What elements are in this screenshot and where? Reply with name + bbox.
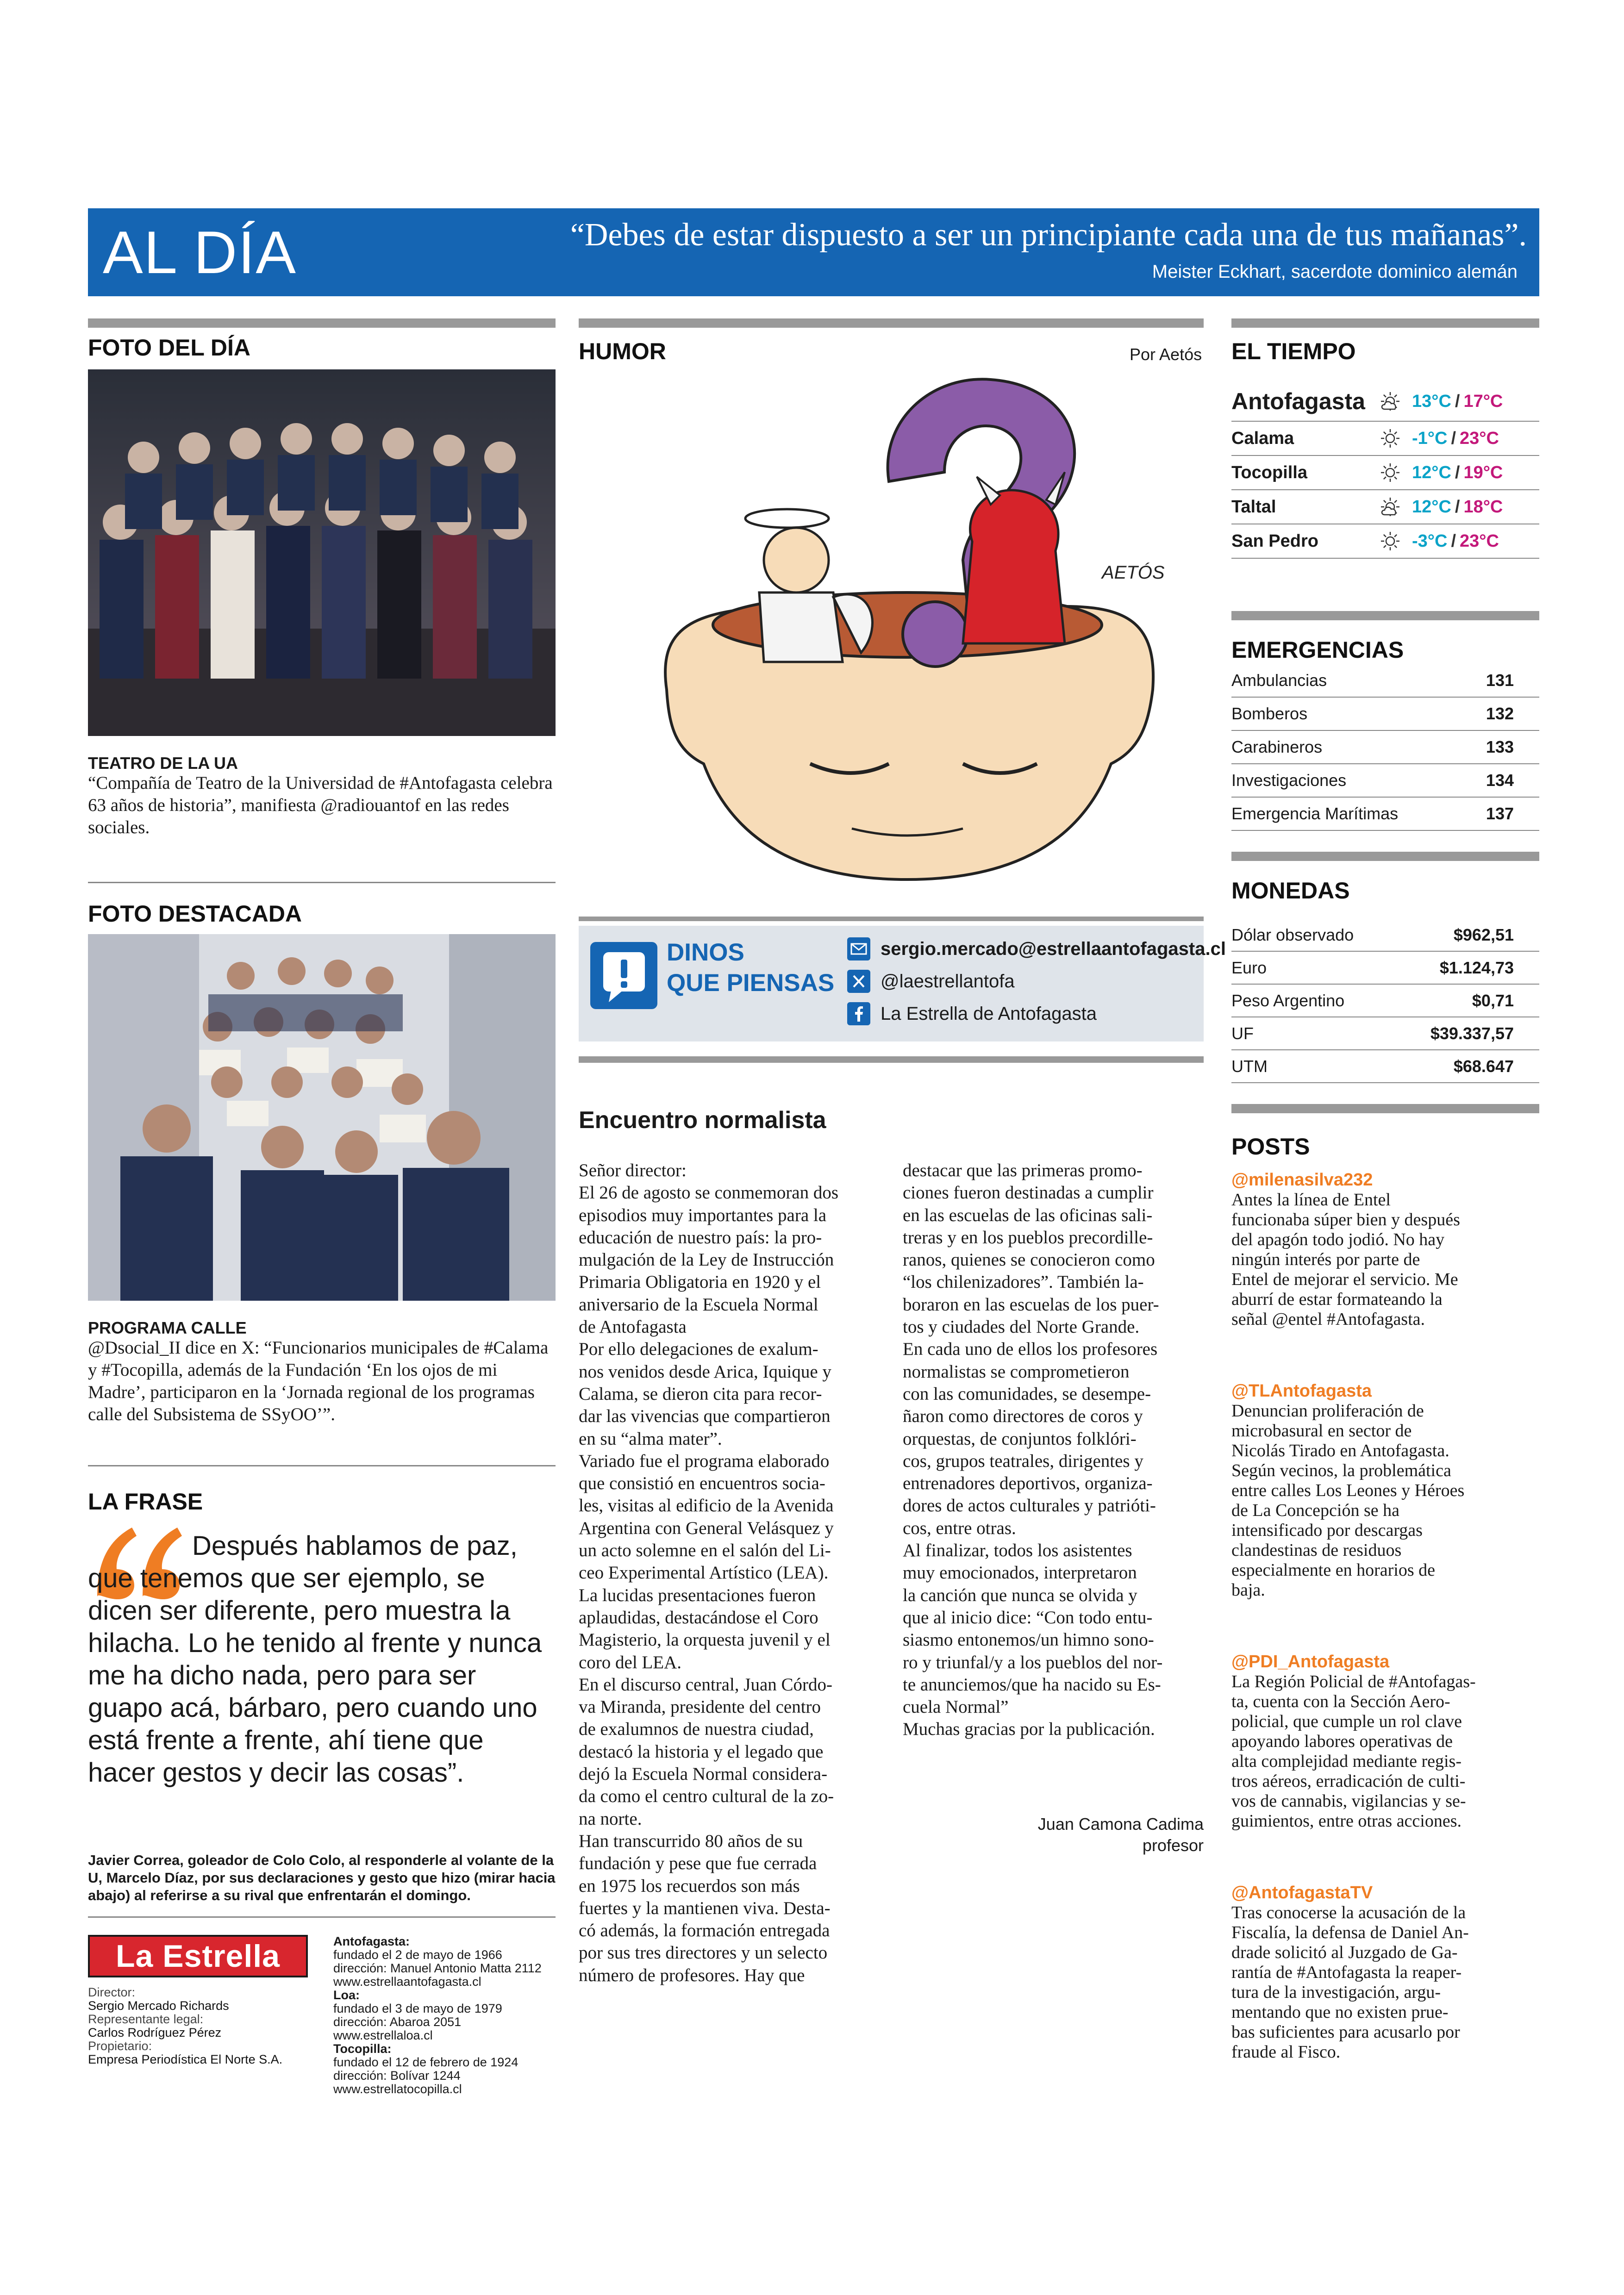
letter-line: episodios muy importantes para la xyxy=(579,1205,827,1225)
letter-line: muy emocionados, interpretaron xyxy=(903,1563,1137,1583)
letter-line: Al finalizar, todos los asistentes xyxy=(903,1540,1132,1561)
letter-line: dejó la Escuela Normal considera- xyxy=(579,1764,828,1784)
post-item xyxy=(1231,1652,1539,1831)
contact-title-line1: DINOS xyxy=(667,939,744,966)
monedas-label: Dólar observado xyxy=(1231,925,1354,944)
letter-line: va Miranda, presidente del centro xyxy=(579,1697,821,1717)
post-line: policial, que cumple un rol clave xyxy=(1231,1712,1462,1731)
letter-line: Argentina con General Velásquez y xyxy=(579,1518,834,1538)
temp-min: 12°C xyxy=(1412,462,1451,482)
letter-line: la canción que nunca se olvida y xyxy=(903,1585,1137,1605)
letter-line: Variado fue el programa elaborado xyxy=(579,1451,830,1471)
temp-separator: / xyxy=(1455,391,1460,411)
letter-signer: Juan Camona Cadima xyxy=(1037,1815,1204,1834)
post-line: señal @entel #Antofagasta. xyxy=(1231,1310,1425,1329)
edition-city: Tocopilla: xyxy=(333,2042,392,2056)
post-line: especialmente en horarios de xyxy=(1231,1560,1435,1580)
monedas-value: $39.337,57 xyxy=(1430,1023,1514,1043)
masthead-editions xyxy=(333,1935,556,2096)
post-line: baja. xyxy=(1231,1580,1265,1600)
foto-del-dia-heading: FOTO DEL DÍA xyxy=(88,335,250,361)
post-handle[interactable]: @TLAntofagasta xyxy=(1231,1381,1372,1401)
post-line: bas suficientes para acusarlo por xyxy=(1231,2022,1460,2042)
letter-line: siasmo entonemos/un himno sono- xyxy=(903,1630,1154,1650)
letter-line: te anunciemos/que ha nacido su Es- xyxy=(903,1674,1161,1695)
letter-line: En el discurso central, Juan Córdo- xyxy=(579,1674,833,1695)
emergencias-value: 134 xyxy=(1486,771,1514,790)
post-line: funcionaba súper bien y después xyxy=(1231,1210,1460,1229)
post-line: rantía de #Antofagasta la reaper- xyxy=(1231,1963,1462,1982)
letter-line: Primaria Obligatoria en 1920 y el xyxy=(579,1272,821,1292)
weather-row xyxy=(1231,456,1539,490)
foto-del-dia-caption: “Compañía de Teatro de la Universidad de #Antofagasta celebra 63 años de historia”, manifiesta @radiouantof en las redes sociales. xyxy=(88,773,553,837)
facebook-row[interactable] xyxy=(847,998,1190,1030)
letter-line: ñaron como directores de coros y xyxy=(903,1406,1143,1427)
divider xyxy=(88,882,556,883)
letter-line: que al inicio dice: “Con todo entu- xyxy=(903,1607,1153,1628)
letter-line: orquestas, de conjuntos folklóri- xyxy=(903,1428,1137,1449)
post-line: Antes la línea de Entel xyxy=(1231,1190,1391,1210)
post-item xyxy=(1231,1170,1539,1329)
post-line: guimientos, entre otras acciones. xyxy=(1231,1811,1462,1831)
letter-signer-role: profesor xyxy=(1142,1836,1204,1855)
monedas-value: $68.647 xyxy=(1453,1056,1514,1076)
letter-line: El 26 de agosto se conmemoran dos xyxy=(579,1183,839,1203)
post-line: alta complejidad mediante regis- xyxy=(1231,1752,1462,1771)
monedas-row xyxy=(1231,985,1539,1017)
x-icon xyxy=(847,970,870,993)
letter-line: número de profesores. Hay que xyxy=(579,1965,805,1985)
emergencias-table xyxy=(1231,664,1539,831)
column-top-bar xyxy=(1231,852,1539,861)
letter-line: da como el centro cultural de la zo- xyxy=(579,1786,834,1807)
letter-line: destacar que las primeras promo- xyxy=(903,1160,1143,1180)
weather-temps xyxy=(1412,531,1499,551)
rep-label: Representante legal: xyxy=(88,2012,204,2026)
letter-line: cos, entre otras. xyxy=(903,1518,1016,1538)
temp-separator: / xyxy=(1455,462,1460,482)
post-line: fraude al Fisco. xyxy=(1231,2042,1341,2062)
temp-min: 13°C xyxy=(1412,391,1451,411)
header-quote-author: Meister Eckhart, sacerdote dominico alemán xyxy=(1152,262,1518,282)
rep-name: Carlos Rodríguez Pérez xyxy=(88,2026,222,2039)
letter-line: educación de nuestro país: la pro- xyxy=(579,1227,822,1247)
column-top-bar xyxy=(1231,611,1539,620)
monedas-row xyxy=(1231,1017,1539,1050)
monedas-row xyxy=(1231,919,1539,952)
monedas-row xyxy=(1231,1050,1539,1083)
contact-facebook[interactable]: La Estrella de Antofagasta xyxy=(881,1003,1097,1024)
monedas-label: UTM xyxy=(1231,1056,1268,1076)
mail-icon xyxy=(847,937,870,960)
emergencias-value: 131 xyxy=(1486,671,1514,690)
letter-line: que consistió en encuentros socia- xyxy=(579,1473,825,1494)
edition-address: dirección: Manuel Antonio Matta 2112 xyxy=(333,1961,542,1975)
facebook-icon xyxy=(847,1002,870,1025)
weather-city: Calama xyxy=(1231,428,1294,448)
x-row[interactable] xyxy=(847,965,1190,998)
column-top-bar xyxy=(1231,1104,1539,1113)
foto-destacada-caption-title: PROGRAMA CALLE xyxy=(88,1318,247,1337)
letter-line: Por ello delegaciones de exalum- xyxy=(579,1339,818,1360)
monedas-table xyxy=(1231,919,1539,1083)
foto-destacada-caption: @Dsocial_II dice en X: “Funcionarios municipales de #Calama y #Tocopilla, además de la Fundación ‘En los ojos de mi Madre’, participaron en la ‘Jornada regional de los programas calle del Subsistema de SSyOO’”. xyxy=(88,1338,549,1424)
post-line: apoyando labores operativas de xyxy=(1231,1732,1453,1751)
temp-min: -1°C xyxy=(1412,428,1448,448)
emergencias-value: 137 xyxy=(1486,804,1514,823)
letter-line: Han transcurrido 80 años de su xyxy=(579,1831,803,1851)
post-line: ta, cuenta con la Sección Aero- xyxy=(1231,1692,1450,1711)
post-line: drade solicitó al Juzgado de Ga- xyxy=(1231,1943,1458,1962)
letter-line: dores de actos culturales y patrióti- xyxy=(903,1496,1156,1516)
post-line: del apagón todo jodió. No hay xyxy=(1231,1230,1445,1249)
emergencias-row xyxy=(1231,731,1539,764)
emergencias-row xyxy=(1231,664,1539,698)
letter-line: boraron en las escuelas de los puer- xyxy=(903,1294,1159,1315)
letter-line: aplaudidas, destacándose el Coro xyxy=(579,1607,818,1628)
chat-bubble-icon xyxy=(590,942,657,1009)
letter-line: dar las vivencias que compartieron xyxy=(579,1406,831,1427)
emergencias-label: Investigaciones xyxy=(1231,771,1347,790)
post-item xyxy=(1231,1883,1539,2062)
foto-del-dia-caption-title: TEATRO DE LA UA xyxy=(88,754,238,773)
temp-max: 19°C xyxy=(1463,462,1503,482)
temp-max: 18°C xyxy=(1463,497,1503,517)
letter-line: les, visitas al edificio de la Avenida xyxy=(579,1496,834,1516)
letter-line: normalistas se comprometieron xyxy=(903,1361,1130,1382)
post-line: Denuncian proliferación de xyxy=(1231,1401,1424,1421)
divider xyxy=(88,1916,556,1918)
letter-line: Muchas gracias por la publicación. xyxy=(903,1719,1155,1740)
weather-temps xyxy=(1412,429,1499,449)
letter-line: un acto solemne en el salón del Li- xyxy=(579,1540,831,1561)
la-frase-quote: Después hablamos de paz, que tenemos que ser ejemplo, se dicen ser diferente, pero muestra la hilacha. Lo he tenido al frente y nunca me ha dicho nada, pero para ser guapo acá, bárbaro, pero cuando uno está frente a frente, ahí tiene que hacer gestos y decir las cosas”. xyxy=(88,1531,542,1788)
edition-city: Antofagasta: xyxy=(333,1934,410,1948)
weather-row xyxy=(1231,490,1539,524)
contact-bottom-bar xyxy=(579,1056,1204,1063)
humor-heading: HUMOR xyxy=(579,338,666,364)
letter-line: en 1975 los recuerdos son más xyxy=(579,1876,800,1896)
cartoon-illustration xyxy=(611,366,1204,884)
emergencias-label: Carabineros xyxy=(1231,737,1323,756)
sun-icon xyxy=(1370,461,1412,484)
edition-address: dirección: Bolívar 1244 xyxy=(333,2069,461,2083)
weather-row xyxy=(1231,524,1539,559)
post-line: intensificado por descargas xyxy=(1231,1521,1423,1540)
posts-heading: POSTS xyxy=(1231,1134,1310,1160)
letter-line: ceo Experimental Artístico (LEA). xyxy=(579,1563,829,1583)
weather-temps xyxy=(1412,463,1503,483)
letter-line: aniversario de la Escuela Normal xyxy=(579,1294,818,1315)
letter-column-1 xyxy=(579,1160,880,1987)
contact-title-line2: QUE PIENSAS xyxy=(667,969,835,997)
letter-line: en las escuelas de las oficinas sali- xyxy=(903,1205,1153,1225)
foto-destacada-heading: FOTO DESTACADA xyxy=(88,901,302,927)
letter-line: de exalumnos de nuestra ciudad, xyxy=(579,1719,814,1740)
humor-cartoon xyxy=(611,366,1204,884)
letter-line: “los chilenizadores”. También la- xyxy=(903,1272,1144,1292)
post-line: ningún interés por parte de xyxy=(1231,1250,1420,1269)
weather-temps xyxy=(1412,392,1503,412)
emergencias-label: Ambulancias xyxy=(1231,671,1327,690)
emergencias-label: Emergencia Marítimas xyxy=(1231,804,1399,823)
weather-temps xyxy=(1412,497,1503,517)
cartoon-signature: AETÓS xyxy=(1102,562,1165,583)
letter-line: mulgación de la Ley de Instrucción xyxy=(579,1250,834,1270)
letter-line: tos y ciudades del Norte Grande. xyxy=(903,1317,1140,1337)
letter-line: Magisterio, la orquesta juvenil y el xyxy=(579,1630,831,1650)
letter-line: En cada uno de ellos los profesores xyxy=(903,1339,1158,1360)
letter-line: fundación y pese que fue cerrada xyxy=(579,1853,817,1874)
letter-line: fuertes y la mantienen viva. Desta- xyxy=(579,1898,831,1918)
edition-founded: fundado el 3 de mayo de 1979 xyxy=(333,2002,502,2015)
monedas-value: $962,51 xyxy=(1453,925,1514,944)
emergencias-row xyxy=(1231,698,1539,731)
sun-icon xyxy=(1370,427,1412,450)
letter-line: nos venidos desde Arica, Iquique y xyxy=(579,1361,831,1382)
letter-line: Calama, se dieron cita para recor- xyxy=(579,1384,822,1404)
post-line: tros aéreos, erradicación de culti- xyxy=(1231,1771,1466,1791)
weather-row xyxy=(1231,422,1539,456)
emergencias-value: 133 xyxy=(1486,737,1514,756)
letter-line: cos, grupos teatrales, dirigentes y xyxy=(903,1451,1143,1471)
monedas-value: $1.124,73 xyxy=(1439,958,1514,977)
masthead-staff xyxy=(88,1986,319,2066)
letter-column-2 xyxy=(903,1160,1204,1741)
post-handle[interactable]: @PDI_Antofagasta xyxy=(1231,1652,1390,1671)
emergencias-heading: EMERGENCIAS xyxy=(1231,637,1404,663)
partly-cloudy-icon xyxy=(1370,495,1412,518)
sun-icon xyxy=(1370,530,1412,553)
logo-text: La Estrella xyxy=(116,1939,280,1974)
edition-founded: fundado el 2 de mayo de 1966 xyxy=(333,1948,502,1962)
contact-email[interactable]: sergio.mercado@estrellaantofagasta.cl xyxy=(881,938,1226,959)
temp-max: 23°C xyxy=(1460,531,1499,551)
post-handle[interactable]: @AntofagastaTV xyxy=(1231,1883,1373,1902)
owner-label: Propietario: xyxy=(88,2039,152,2053)
foto-del-dia-photo xyxy=(88,369,556,736)
post-body xyxy=(1231,1190,1539,1329)
post-line: Fiscalía, la defensa de Daniel An- xyxy=(1231,1923,1469,1942)
owner-name: Empresa Periodística El Norte S.A. xyxy=(88,2052,283,2066)
monedas-label: Peso Argentino xyxy=(1231,991,1345,1010)
post-item xyxy=(1231,1381,1539,1600)
post-line: tura de la investigación, argu- xyxy=(1231,1983,1441,2002)
column-top-bar xyxy=(88,318,556,328)
la-estrella-logo xyxy=(88,1935,308,1977)
humor-credit: Por Aetós xyxy=(1130,345,1202,364)
letter-line: de Antofagasta xyxy=(579,1317,687,1337)
letter-line: treras y en los pueblos precordille- xyxy=(903,1227,1153,1247)
emergencias-label: Bomberos xyxy=(1231,704,1308,723)
temp-max: 17°C xyxy=(1463,391,1503,411)
post-line: microbasural en sector de xyxy=(1231,1421,1412,1441)
column-top-bar xyxy=(579,318,1204,328)
monedas-row xyxy=(1231,952,1539,985)
post-line: vos de cannabis, vigilancias y se- xyxy=(1231,1791,1466,1811)
weather-table xyxy=(1231,382,1539,559)
monedas-value: $0,71 xyxy=(1472,991,1514,1010)
post-line: Entel de mejorar el servicio. Me xyxy=(1231,1270,1458,1289)
contact-channels xyxy=(847,933,1226,1030)
letter-line: ciones fueron destinadas a cumplir xyxy=(903,1183,1154,1203)
letter-line: cuela Normal” xyxy=(903,1697,1009,1717)
temp-separator: / xyxy=(1451,531,1456,551)
director-name: Sergio Mercado Richards xyxy=(88,1999,229,2013)
edition-web[interactable]: www.estrellaloa.cl xyxy=(333,2028,433,2042)
monedas-heading: MONEDAS xyxy=(1231,878,1350,904)
la-frase-attribution: Javier Correa, goleador de Colo Colo, al responderle al volante de la U, Marcelo Díaz, por sus declaraciones y gesto que hizo (mirar hacia abajo) al referirse a su rival que enfrentarán el domingo. xyxy=(88,1852,556,1903)
edition-web[interactable]: www.estrellatocopilla.cl xyxy=(333,2082,462,2096)
post-handle[interactable]: @milenasilva232 xyxy=(1231,1170,1373,1190)
letter-line: Señor director: xyxy=(579,1160,687,1180)
letter-line: có además, la formación entregada xyxy=(579,1921,830,1941)
post-line: Según vecinos, la problemática xyxy=(1231,1461,1451,1480)
letter-line: con las comunidades, se desempe- xyxy=(903,1384,1151,1404)
post-line: de La Concepción se ha xyxy=(1231,1501,1399,1520)
post-body xyxy=(1231,1401,1539,1600)
post-line: clandestinas de residuos xyxy=(1231,1540,1402,1560)
column-top-bar xyxy=(1231,318,1539,328)
post-body xyxy=(1231,1672,1539,1831)
letter-line: por sus tres directores y un selecto xyxy=(579,1943,828,1963)
weather-city: San Pedro xyxy=(1231,531,1318,551)
emergencias-row xyxy=(1231,798,1539,831)
partly-cloudy-icon xyxy=(1370,390,1412,413)
monedas-label: UF xyxy=(1231,1023,1254,1043)
edition-founded: fundado el 12 de febrero de 1924 xyxy=(333,2055,518,2069)
director-label: Director: xyxy=(88,1985,136,1999)
letter-signature xyxy=(903,1814,1204,1856)
post-line: Tras conocerse la acusación de la xyxy=(1231,1903,1466,1922)
weather-row xyxy=(1231,382,1539,422)
letter-line: na norte. xyxy=(579,1809,642,1829)
foto-destacada-photo xyxy=(88,934,556,1301)
temp-max: 23°C xyxy=(1460,428,1499,448)
contact-top-bar xyxy=(579,917,1204,921)
letter-line: La lucidas presentaciones fueron xyxy=(579,1585,816,1605)
weather-city: Tocopilla xyxy=(1231,462,1307,482)
letter-line: ro y triunfal/y a los pueblos del nor- xyxy=(903,1652,1163,1672)
temp-min: 12°C xyxy=(1412,497,1451,517)
edition-address: dirección: Abaroa 2051 xyxy=(333,2015,462,2029)
post-body xyxy=(1231,1903,1539,2062)
letter-line: ranos, quienes se conocieron como xyxy=(903,1250,1155,1270)
la-frase-heading: LA FRASE xyxy=(88,1489,203,1515)
temp-separator: / xyxy=(1455,497,1460,517)
emergencias-row xyxy=(1231,764,1539,798)
post-line: aburrí de estar formateando la xyxy=(1231,1290,1443,1309)
edition-web[interactable]: www.estrellaantofagasta.cl xyxy=(333,1975,481,1989)
post-line: La Región Policial de #Antofagas- xyxy=(1231,1672,1476,1691)
edition-city: Loa: xyxy=(333,1988,360,2002)
group-photo-illustration xyxy=(88,934,556,1301)
group-photo-illustration xyxy=(88,369,556,736)
temp-separator: / xyxy=(1451,428,1456,448)
post-line: entre calles Los Leones y Héroes xyxy=(1231,1481,1465,1500)
temp-min: -3°C xyxy=(1412,531,1448,551)
header-quote: “Debes de estar dispuesto a ser un principiante cada una de tus mañanas”. xyxy=(570,217,1527,253)
section-title: AL DÍA xyxy=(103,218,297,286)
letter-title: Encuentro normalista xyxy=(579,1107,826,1134)
contact-x-handle[interactable]: @laestrellantofa xyxy=(881,971,1015,992)
monedas-label: Euro xyxy=(1231,958,1267,977)
post-line: Nicolás Tirado en Antofagasta. xyxy=(1231,1441,1449,1460)
email-row[interactable] xyxy=(847,933,1226,965)
letter-line: destacó la historia y el legado que xyxy=(579,1741,824,1762)
divider xyxy=(88,1465,556,1466)
letter-line: en su “alma mater”. xyxy=(579,1428,722,1449)
weather-city: Antofagasta xyxy=(1231,388,1365,414)
posts-list xyxy=(1231,1170,1539,2062)
weather-city: Taltal xyxy=(1231,497,1276,517)
post-line: mentando que no existen prue- xyxy=(1231,2002,1449,2022)
letter-line: entrenadores deportivos, organiza- xyxy=(903,1473,1153,1494)
letter-line: coro del LEA. xyxy=(579,1652,682,1672)
emergencias-value: 132 xyxy=(1486,704,1514,723)
weather-heading: EL TIEMPO xyxy=(1231,338,1356,364)
contact-title xyxy=(667,937,834,998)
